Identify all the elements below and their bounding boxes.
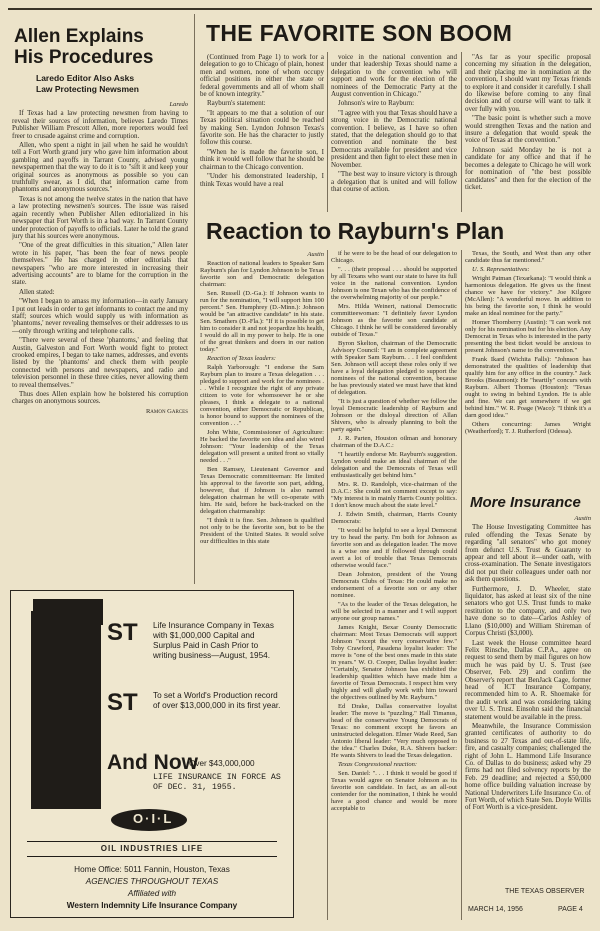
footer-page: PAGE 4 <box>558 906 583 913</box>
allen-para: "One of the great difficulties in this situation," Allen later wrote in his paper, "has been the fear of news people themselves." He has charged in other editorials that newspapers "who are more interested in increasing their advertising accounts" are to blame for the corruption in the state. <box>12 241 188 287</box>
allen-para: Texas is not among the twelve states in the nation that have a law protecting newsmen's sources. The issue was raised again recently when Publisher Allen editorialized in his newspaper that Fort Worth is in a bad way. In Tarrant County under protection of payoffs to officials. Later he told the grand jury that his sources were anonymous. <box>12 194 188 240</box>
column-divider <box>461 52 462 212</box>
ad-logo-bar <box>27 841 277 857</box>
insurance-para: Meanwhile, the Insurance Commission granted certificates of authority to do business to 27 Texas and out-of-state life, fire, and casualty companies; challenged the right of John L. Hammond Life Insurance Co. of Dallas to do business; asked why 29 firms had not filed solvency reports by the Feb. 29 deadline; and rejected a $50,000 home office building valuation increase by National Underwriters Life Insurance Co. of Fort Worth, of which State Sen. Doyle Willis of Fort Worth is a vice-president. <box>465 721 591 812</box>
allen-deck-line-1: Laredo Editor Also Asks <box>36 73 135 83</box>
insurance-para: The House Investigating Committee has ruled offending the Texas Senate by regarding "all senators" who got money from defunct U.S. Trust & Guaranty to appear and tell about it—under oath, with cross-examination. The Senate investigators did not put their colleagues under oath nor ask them questions. <box>465 523 591 584</box>
reaction-para: Ben Ramsey, Lieutenant Governor and Texas Democratic committeeman: He limited his approval to the favorite son part, adding, however, that if Johnson is also named delegation chairman he will co-operate with him. He said, before he back-tracked on the delegation chairmanship: <box>200 466 324 515</box>
column-divider <box>327 250 328 920</box>
favorite-son-col-1 <box>200 54 324 212</box>
allen-headline <box>14 26 194 68</box>
favorite-son-col-2 <box>331 54 457 212</box>
ad-block-3a: Over $43,000,000 <box>189 759 255 768</box>
reaction-para: Sen. Russell (D.-Ga.): If Johnson wants to run for the nomination, "I will support him 100 percent." Sen. Humphrey (D.-Minn.): Johnson would be "an attractive candidate" in his state. Sen. Smathers (D.-Fla.): "If it is possible to get him to consider it and not jeopardize his health, I would do all in my power to help. He is one of the great thinkers and doers in our nation today." <box>200 290 324 353</box>
ad-block-1: Life Insurance Company in Texas with $1,000,000 Capital and Surplus Paid in Cash Prior to writing business—August, 1954. <box>153 621 274 660</box>
reaction-para: Sen. Daniel: ". . . I think it would be good if Texas would agree on Senator Johnson as its favorite son candidate. In fact, as an all-out contender for the nomination, I think he would have a good chance and would be more acceptable to <box>331 770 457 812</box>
favorite-son-para: "I agree with you that Texas should have a strong voice in the Democratic national convention. I believe, as I have so often stated, that the delegation should go to that convention and nominate the best Democrats available for president and vice president and then fight to elect these men in November. <box>331 108 457 169</box>
insurance-dateline: Austin <box>574 515 591 522</box>
reaction-col-1 <box>200 250 324 585</box>
favorite-son-para: Rayburn's statement: <box>207 99 266 108</box>
allen-para: Thus does Allen explain how he bolstered his corruption charges on anonymous sources. <box>12 390 188 406</box>
ad-numeral-one <box>31 611 101 809</box>
favorite-son-col-3 <box>465 54 591 212</box>
column-divider <box>327 52 328 212</box>
reaction-subhead: Texas Congressional reaction: <box>338 761 418 768</box>
ad-affiliated: Affiliated with <box>127 889 177 898</box>
reaction-para: Wright Patman (Texarkana): "I would think a harmonious delegation. He gives us the finest chance we have for victory." Joe Kilgore (McAllen): "A wonderful move. In addition to his being the favorite son, I think he would make an ideal nominee for the party." <box>465 275 591 317</box>
reaction-para: Texas, the South, and West than any other candidate thus far mentioned." <box>465 250 591 264</box>
reaction-para: "It would be helpful to see a loyal Democrat try to head the party. I'm both for Johnson as favorite son and as delegation leader. The move is a wise one and if followed through could avert a lot of trouble that Texas Democrats otherwise would face." <box>331 527 457 569</box>
favorite-son-para: "Under his demonstrated leadership, I think Texas would have a real <box>200 172 324 188</box>
reaction-subhead: Reaction of Texas leaders: <box>207 355 276 362</box>
footer-date: MARCH 14, 1956 <box>468 906 523 913</box>
reaction-dateline: Austin <box>307 251 324 258</box>
reaction-para: Byron Skelton, chairman of the Democratic Advisory Council: "I am in complete agreement with Speaker Sam Rayburn. . . I feel confident Sen. Johnson will accept these roles only if we have a loyal delegation pledged to support the nominees of the national convention, because he has previously stated we must have that kind of delegation. <box>331 340 457 396</box>
insurance-headline: More Insurance <box>470 494 581 511</box>
reaction-para: Ralph Yarborough: "I endorse the Sam Rayburn plan to insure a Texas delegation . . . pledged to support and work for the nominees . . . While I recognize the right of any private citizen to vote for whomsoever he or she pleases, I think a delegate to a national convention, either Democratic or Republican, is honor bound to support the nominees of the convention . . ." <box>200 364 324 427</box>
favorite-son-para: Johnson said Monday he is not a candidate for any office and that if he becomes a delegate to Chicago he will work for nomination of "the best possible candidates" and then for the election of the ticket. <box>465 145 591 191</box>
oil-industries-life-ad <box>10 590 294 918</box>
reaction-para: Ed Drake, Dallas conservative loyalist leader: The move is "puzzling." Hall Timanus, head of the conservative Young Democrats of Texas: no comment except he favors an uninstructed delegation. Elmer Wade Reed, San Antonio liberal leader: "Very much opposed to the idea." Charles Duke, R.A. Shivers backer: He wants Shivers to lead the Texas delegation. <box>331 703 457 759</box>
reaction-para: Mrs. R. D. Randolph, vice-chairman of the D.A.C.: She could not comment except to say: "My interest is in mainly Harris County politics. I don't know much about the state level." <box>331 481 457 509</box>
reaction-col-3 <box>465 250 591 488</box>
reaction-para: Frank Ikard (Wichita Falls): "Johnson has demonstrated the qualities of leadership that qualify him for any office in the country." Jack Brooks (Beaumont): He "heartily" concurs with Rayburn. Albert Thomas (Houston): "Texas ought to swing in behind Lyndon. He is able and fine. We can get somewhere if we get behind him." W. R. Poage (Waco): "I think it's a darn good idea." <box>465 356 591 419</box>
favorite-son-para: "As far as your specific proposal concerning my situation in the delegation, and their placing me in nomination at the convention, I should want my Texas friends to explore it and consider it carefully. I shall do likewise before coming to any final decision and of course will want to talk it over fully with you. <box>465 54 591 113</box>
allen-headline-line-1: Allen Explains <box>14 26 144 47</box>
reaction-para: "I heartily endorse Mr. Rayburn's suggestion. Lyndon would make an ideal chairman of the delegation and the Democrats of Texas will enthusiastically get behind him." <box>331 451 457 479</box>
reaction-subhead: U. S. Representatives: <box>472 266 530 273</box>
reaction-para: J. R. Parten, Houston oilman and honorary chairman of the D.A.C.: <box>331 435 457 449</box>
column-divider <box>461 250 462 920</box>
ad-st-1: ST <box>107 619 138 646</box>
ad-western: Western Indemnity Life Insurance Company <box>66 901 238 910</box>
favorite-son-headline: THE FAVORITE SON BOOM <box>206 20 513 46</box>
allen-deck <box>36 73 186 95</box>
top-rule <box>8 8 592 10</box>
column-divider <box>194 14 195 584</box>
favorite-son-para: (Continued from Page 1) to work for a delegation to go to Chicago of plain, honest men and women, none of whom occupy official positions in either the state or federal governments and all of whom shall be of known integrity." <box>200 54 324 99</box>
reaction-col-2 <box>331 250 457 918</box>
ad-and-now: And Now <box>107 751 198 774</box>
reaction-para: "As to the leader of the Texas delegation, he will be selected in a manner and I will support anyone our group names." <box>331 601 457 622</box>
ad-block-3b: LIFE INSURANCE IN FORCE AS OF DEC. 31, 1955. <box>153 773 281 792</box>
favorite-son-para: "The basic point is whether such a move would strengthen Texas and the nation and insure a delegation that would speak the voice of Texas at the convention." <box>465 114 591 145</box>
reaction-headline: Reaction to Rayburn's Plan <box>206 218 505 244</box>
allen-para: "When I began to amass my information—in early January I put out leads in order to get informants to contact me and my staff; sources which would supply us with information as 'phantoms,' never revealing themselves or their addresses to us—only through writing and telephone calls. <box>12 297 188 335</box>
footer-publication: THE TEXAS OBSERVER <box>505 888 585 895</box>
ad-agencies: AGENCIES THROUGHOUT TEXAS <box>85 877 219 886</box>
favorite-son-para: "It appears to me that a solution of our Texas political situation could be reached by making Sen. Lyndon Johnson Texas's favorite son. He has the character to justly follow this course. <box>200 108 324 147</box>
reaction-para: James Knight, Bexar County Democratic chairman: Most Texas Democrats will support Johnson "except the very conservative few." Toby Crawford, Pasadena loyalist leader: The move is "one of the best ones made in this state in years." W. O. Cooper, Dallas loyalist leader: "Certainly, Senator Johnson has exhibited the leadership qualities which have made him a favorite of Texas Democrats. I respect him very highly and will gladly work with him toward the objectives outlined by Mr. Rayburn." <box>331 624 457 701</box>
ad-logo-oval <box>111 809 187 831</box>
favorite-son-para: "When he is made the favorite son, I think it would well follow that he should be chairman to the Chicago convention. <box>200 147 324 171</box>
favorite-son-para: voice in the national convention and under that leadership Texas should name a delegation to the convention who will support and work for the election of the nominees of the Democratic Party at the August convention in Chicago." <box>331 54 457 99</box>
reaction-para: Others concurring: James Wright (Weatherford); T. J. Rutherford (Odessa). <box>465 421 591 435</box>
allen-para: If Texas had a law protecting newsmen from having to reveal their sources of information, believes Laredo Times Publisher William Prescott Allen, more reporters would feel freer to crusade against crime and corruption. <box>12 109 188 140</box>
insurance-para: Last week the House committee heard Felix Rinsche, Dallas C.P.A., agree on request to send them by mail figures on how much he was paid by U. S. Trust (see Observer, Feb. 29) and confirm the Observer's report that BenJack Cage, former head of ICT Insurance Company, recommended him to A. R. Shoemake for the audit work and was considering taking over U. S. Trust. Einsohn said the financial statement would be available in the press. <box>465 638 591 721</box>
allen-para: Allen stated: <box>19 287 55 296</box>
allen-para: Allen, who spent a night in jail when he said he wouldn't tell a Fort Worth grand jury who gave him information about gambling and payoffs in Tarrant County, advised young newspapermen that the way to do it is to "sift it and keep your original sources as anonymous as possible so you can truthfully swear, as I did, that information came from phantoms and anonymous sources." <box>12 141 188 194</box>
reaction-para: J. Edwin Smith, chairman, Harris County Democrats: <box>331 511 457 525</box>
reaction-para: "It is just a question of whether we follow the loyal Democratic leadership of Rayburn and Johnson or the disloyal direction of Allan Shivers, who is already planning to bolt the party again." <box>331 398 457 433</box>
allen-para: "There were several of these 'phantoms,' and feeling that Austin, Galveston and Fort Worth would fight to protect crooked empires, I began to take names, addresses, and events listed by the 'phantoms' and check them with people connected with persons and newspapers, and radio and television personnel in these three cities, never allowing them to reveal themselves." <box>12 336 188 389</box>
ad-home-office: Home Office: 5011 Fannin, Houston, Texas <box>74 865 230 874</box>
reaction-para: Reaction of national leaders to Speaker Sam Rayburn's plan for Lyndon Johnson to be Texas favorite son and Democratic delegation chairman: <box>200 260 324 288</box>
favorite-son-para: "The best way to insure victory is through a delegation that is united and will follow that course of action. <box>331 170 457 193</box>
reaction-para: Mrs. Hilda Weinert, national Democratic committeewoman: "I definitely favor Lyndon Johnson as the favorite son candidate at Chicago. I think he will be considered favorably outside of Texas." <box>331 303 457 338</box>
ad-logo-text: OIL INDUSTRIES LIFE <box>100 844 204 853</box>
ad-logo-mark: O·I·L <box>133 811 174 826</box>
reaction-para: John White, Commissioner of Agriculture: He backed the favorite son idea and also wired Johnson: "Your leadership of the Texas delegation will present a united front so vitally needed . . ." <box>200 429 324 464</box>
insurance-article <box>465 514 591 880</box>
reaction-para: Dean Johnston, president of the Young Democrats Clubs of Texas: He could make no endorsement of a favorite son or any other nominee. <box>331 571 457 599</box>
insurance-para: Furthermore, J. D. Wheeler, state liquidator, has asked at least six of the nine senators who got U.S. Trust funds to make restitution to the company, and only two have done so to date—Carlos Ashley of Llano ($10,000) and William Shireman of Corpus Christi ($3,000). <box>465 584 591 638</box>
ad-st-2: ST <box>107 689 138 716</box>
reaction-para: "I think it is fine. Sen. Johnson is qualified not only to be the favorite son, but to be the President of the United States. It would solve our difficulties in this state <box>200 517 324 545</box>
reaction-para: Homer Thornberry (Austin): "I can work not only for his nomination but for his election. Any Democrat in Texas who is interested in the party presenting the best ticket would be anxious to present Johnson's name to the convention." <box>465 319 591 354</box>
reaction-para: ". . . (their proposal . . . should be supported by all Texans who want our state to have its full voice in the national convention. Lyndon Johnson is one Texan who has the confidence of the overwhelming majority of our people." <box>331 266 457 301</box>
allen-deck-line-2: Law Protecting Newsmen <box>36 84 139 94</box>
ad-block-2: To set a World's Production record of over $13,000,000 in its first year. <box>153 691 281 710</box>
allen-byline: Ramon Garces <box>145 407 188 415</box>
allen-headline-line-2: His Procedures <box>14 47 154 68</box>
allen-dateline: Laredo <box>169 101 188 108</box>
reaction-para: if he were to be the head of our delegation to Chicago. <box>331 250 457 264</box>
favorite-son-para: Johnson's wire to Rayburn: <box>338 99 415 108</box>
allen-article <box>12 100 188 580</box>
